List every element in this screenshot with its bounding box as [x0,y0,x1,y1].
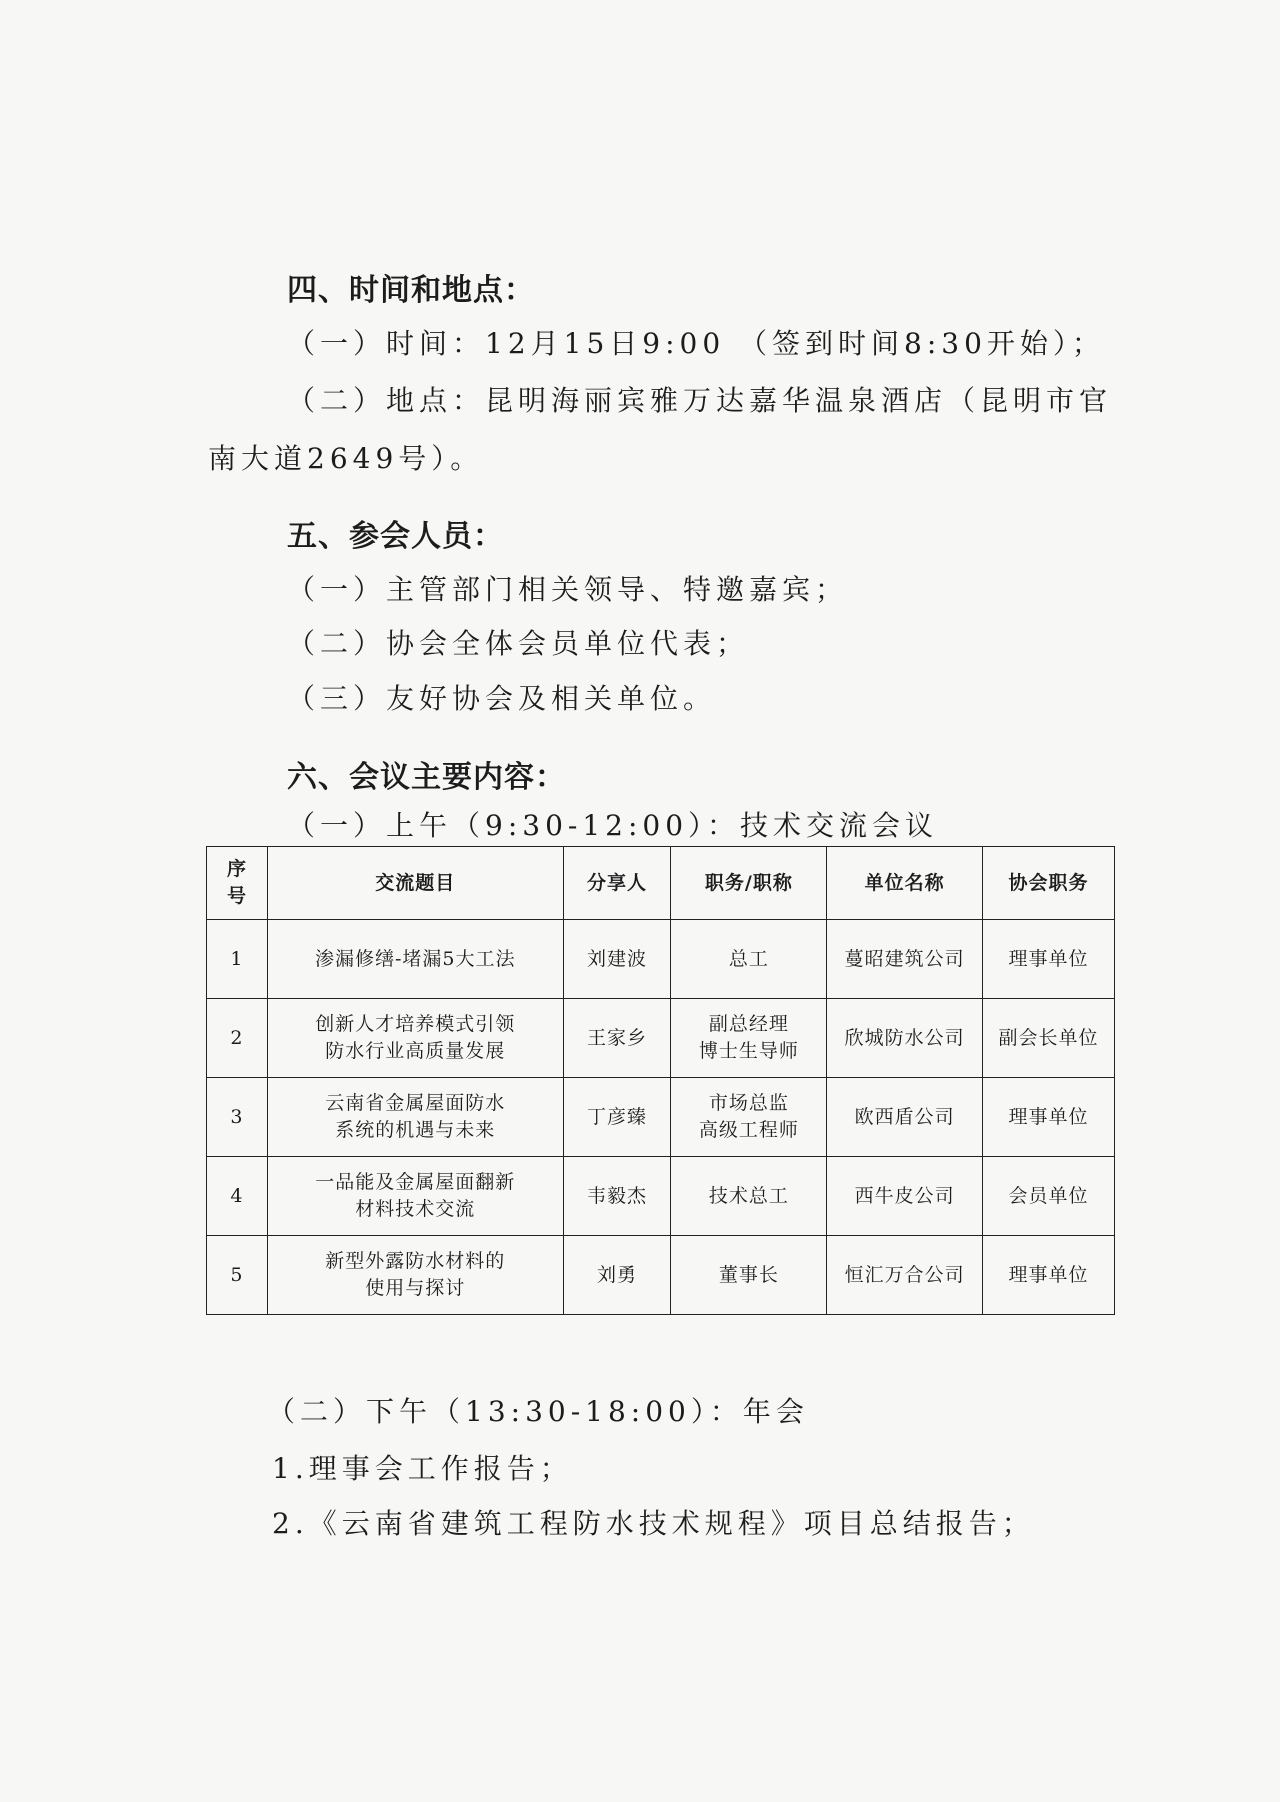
cell-speaker: 丁彦臻 [563,1078,671,1157]
header-speaker: 分享人 [563,847,671,920]
cell-company: 西牛皮公司 [827,1157,983,1236]
header-topic: 交流题目 [267,847,563,920]
cell-speaker: 王家乡 [563,999,671,1078]
cell-title: 市场总监 高级工程师 [671,1078,827,1157]
header-no: 序 号 [207,847,268,920]
cell-title: 总工 [671,920,827,999]
cell-title: 技术总工 [671,1157,827,1236]
cell-no: 3 [207,1078,268,1157]
location-line-2: 南大道2649号）。 [208,442,484,475]
morning-session-title: （一）上午（9:30-12:00）：技术交流会议 [287,809,939,842]
cell-company: 欧西盾公司 [827,1078,983,1157]
time-line: （一）时间：12月15日9:00 （签到时间8:30开始）； [287,327,1105,360]
cell-no: 5 [207,1236,268,1315]
table-row [207,999,1115,1078]
cell-topic: 创新人才培养模式引领 防水行业高质量发展 [267,999,563,1078]
cell-company: 蔓昭建筑公司 [827,920,983,999]
cell-no: 1 [207,920,268,999]
cell-no: 4 [207,1157,268,1236]
cell-role: 理事单位 [983,1078,1115,1157]
cell-role: 会员单位 [983,1157,1115,1236]
cell-topic: 渗漏修缮-堵漏5大工法 [267,920,563,999]
cell-title: 董事长 [671,1236,827,1315]
table-header-row [207,847,1115,920]
afternoon-session-title: （二）下午（13:30-18:00）：年会 [267,1395,809,1428]
cell-title: 副总经理 博士生导师 [671,999,827,1078]
cell-speaker: 刘建波 [563,920,671,999]
cell-topic: 云南省金属屋面防水 系统的机遇与未来 [267,1078,563,1157]
header-role: 协会职务 [983,847,1115,920]
attendee-item: （三）友好协会及相关单位。 [287,682,717,715]
cell-role: 理事单位 [983,920,1115,999]
cell-topic: 新型外露防水材料的 使用与探讨 [267,1236,563,1315]
section-6-heading: 六、会议主要内容： [287,760,566,795]
table-row [207,1078,1115,1157]
table-row [207,1236,1115,1315]
agenda-item: 2.《云南省建筑工程防水技术规程》项目总结报告； [272,1507,1035,1540]
cell-company: 欣城防水公司 [827,999,983,1078]
cell-speaker: 刘勇 [563,1236,671,1315]
location-line-1: （二）地点：昆明海丽宾雅万达嘉华温泉酒店（昆明市官 [287,384,1113,417]
cell-role: 理事单位 [983,1236,1115,1315]
cell-speaker: 韦毅杰 [563,1157,671,1236]
agenda-item: 1.理事会工作报告； [272,1452,573,1485]
cell-role: 副会长单位 [983,999,1115,1078]
cell-no: 2 [207,999,268,1078]
cell-company: 恒汇万合公司 [827,1236,983,1315]
header-company: 单位名称 [827,847,983,920]
section-4-heading: 四、时间和地点： [287,273,535,308]
exchange-table [206,846,1115,1315]
attendee-item: （一）主管部门相关领导、特邀嘉宾； [287,573,849,606]
attendee-item: （二）协会全体会员单位代表； [287,627,750,660]
section-5-heading: 五、参会人员： [287,519,504,554]
cell-topic: 一品能及金属屋面翻新 材料技术交流 [267,1157,563,1236]
header-title: 职务/职称 [671,847,827,920]
table-row [207,920,1115,999]
table-row [207,1157,1115,1236]
